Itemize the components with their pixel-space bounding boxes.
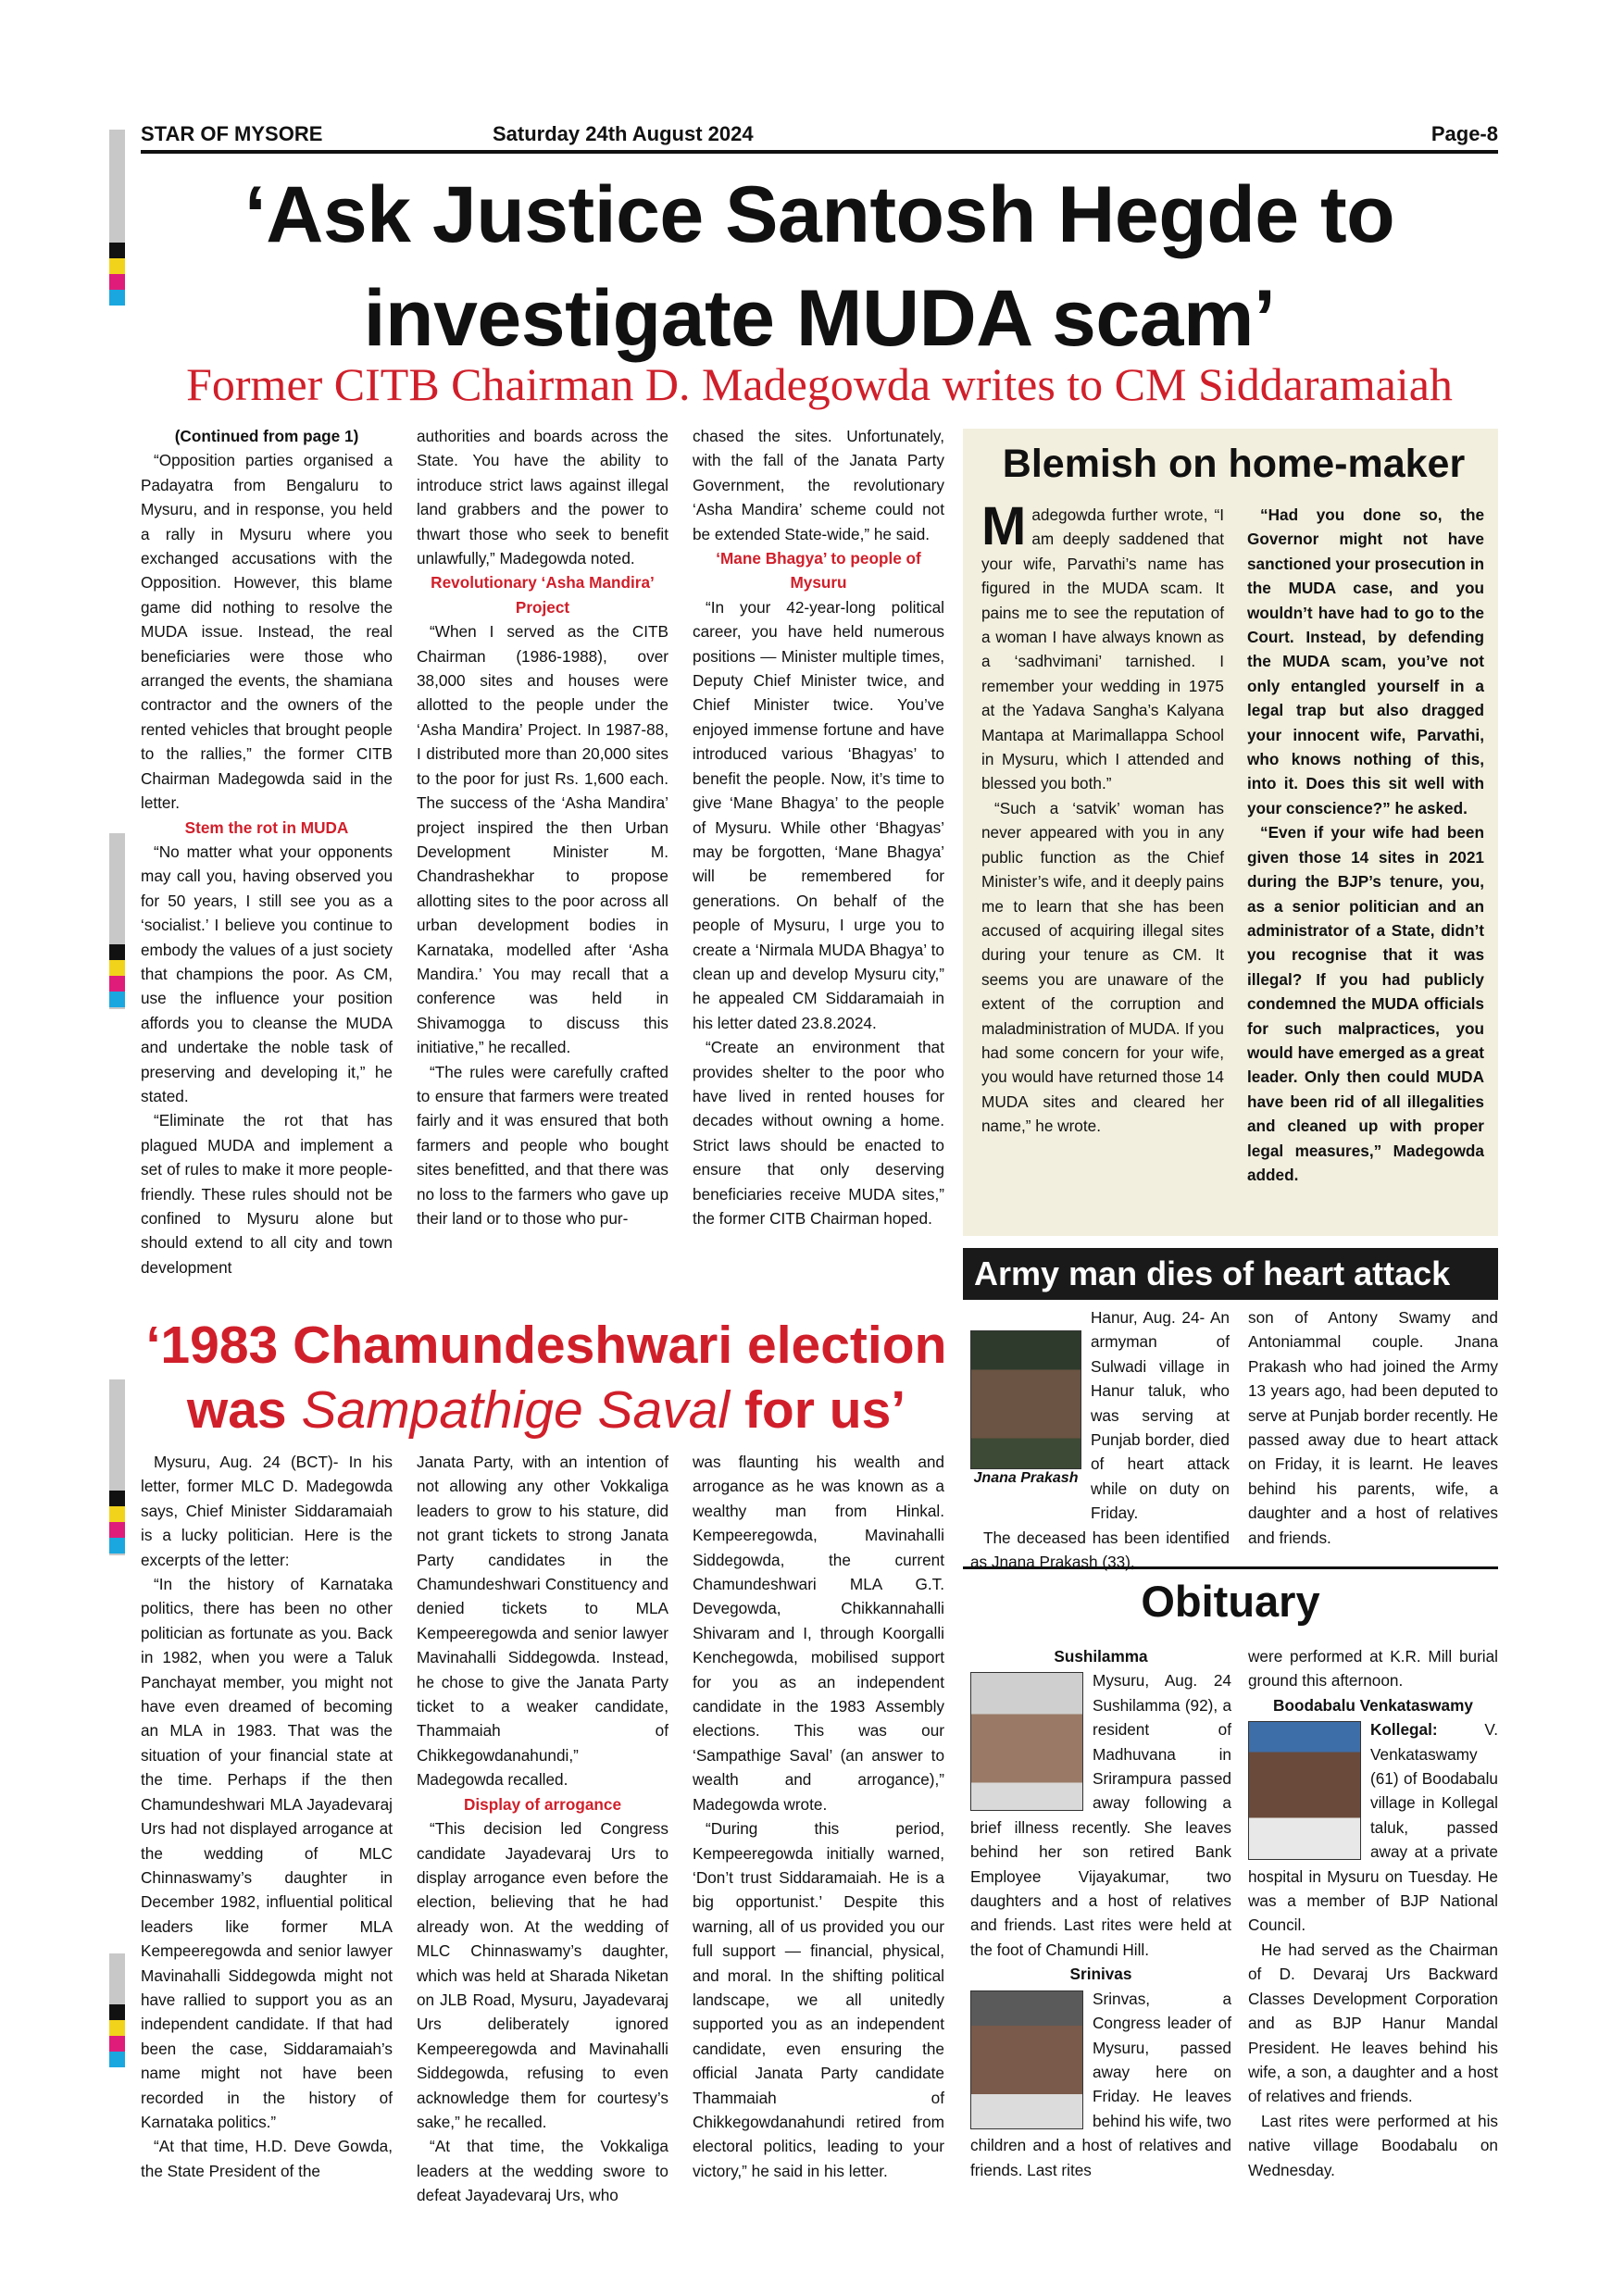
lead-column-3: chased the sites. Unfortunately, with the fall of the Janata Party Government, the revolutionary ‘Asha Mandira’ scheme could not be extended State-wide,” he said. ‘Mane Bhagya’ to people of Mysuru “In your 42-year-long political career, you have held numerous positions — Minister multiple times, Deputy Chief Minister twice, and Chief Minister twice. You’ve enjoyed immense fortune and have introduced various ‘Bhagyas’ to benefit the people. Now, it’s time to give ‘Mane Bhagya’ to the people of Mysuru. While other ‘Bhagyas’ may be forgotten, ‘Mane Bhagya’ will be remembered for generations. On behalf of the people of Mysuru, I urge you to create a ‘Nirmala MUDA Bhagya’ to clean up and develop Mysuru city,” he appealed CM Siddaramaiah in his letter dated 23.8.2024. “Create an environment that provides shelter to the poor who have lived in rented houses for decades without owning a home. Strict laws should be enacted to ensure that only deserving beneficiaries receive MUDA sites,” the former CITB Chairman hoped.: [693, 427, 944, 1228]
paper-name: STAR OF MYSORE: [141, 122, 323, 145]
photo-srinivas: [970, 1990, 1083, 2129]
obit-name-srinivas: Srinivas: [1069, 1965, 1132, 1984]
obit-name-sushilamma: Sushilamma: [1054, 1647, 1148, 1666]
army-title: Army man dies of heart attack: [974, 1254, 1451, 1292]
obituary-title: Obituary: [1141, 1577, 1320, 1626]
page-number: Page-8: [1430, 122, 1498, 145]
cmyk-marks-low: [109, 1491, 125, 1554]
obit-name-venkataswamy: Boodabalu Venkataswamy: [1273, 1695, 1473, 1715]
blemish-title: Blemish on home-maker: [1002, 442, 1466, 486]
blemish-column-1: M adegowda further wrote, “I am deeply saddened that your wife, Parvathi’s name has figured in the MUDA scam. It pains me to see the reputation of a woman I have always known as a ‘sadhvimani’ tarnished. I remember your wedding in 1975 at the Yadava Sangha’s Kalyana Mantapa at Marimallappa School in Mysuru, which I attended and blessed you both.” “Such a ‘satvik’ woman has never appeared with you in any public function as the Chief Minister’s wife, and it deeply pains me to learn that she has been accused of acquiring illegal sites during your tenure as CM. It seems you are unaware of the extent of the corruption and maladministration of MUDA. If you had some concern for your wife, you would have returned those 14 MUDA sites and cleared her name,” he wrote.: [981, 496, 1224, 1136]
election-column-3: was flaunting his wealth and arrogance as he was known as a wealthy man from Hinkal. Kempeeregowda, Mavinahalli Siddegowda, the current Chamundeshwari MLA G.T. Devegowda, Chikkannahalli Shivaram and I, through Koorgalli Kenchegowda, mobilised support for you as an independent candidate in the 1983 Assembly elections. This was our ‘Sampathige Saval’ (an answer to wealth and arrogance),” Madegowda wrote. “During this period, Kempeeregowda initially warned, ‘Don’t trust Siddaramaiah. He is a big opportunist.’ Despite this warning, all of us provided you our full support — financial, physical, and moral. In the shifting political landscape, we all unitedly supported you as an independent candidate, even ensuring the official Janata Party candidate Thammaiah of Chikkegowdanahundi retired from electoral politics, leading to your victory,” he said in his letter.: [693, 1453, 944, 2180]
election-column-1: Mysuru, Aug. 24 (BCT)- In his letter, former MLC D. Madegowda says, Chief Minister Siddaramaiah is a lucky politician. Here is the excerpts of the letter: “In the history of Karnataka politics, there has been no other politician as fortunate as you. Back in 1982, when you were a Taluk Panchayat member, you might not have even dreamed of becoming an MLA in 1983. That was the situation of your financial state at the time. Perhaps if the then Chamundeshwari MLA Jayadevaraj Urs had not displayed arrogance at the wedding of MLC Chinnaswamy’s daughter in December 1982, influential political leaders like former MLA Kempeeregowda and senior lawyer Mavinahalli Siddegowda might not have rallied to support you as an independent candidate. If that had been the case, Siddaramaiah’s name might not have been recorded in the history of Karnataka politics.” “At that time, H.D. Deve Gowda, the State President of the: [141, 1453, 393, 2180]
army-column-2: son of Antony Swamy and Antoniammal couple. Jnana Prakash who had joined the Army 13 years ago, had been deputed to serve at Punjab border recently. He passed away due to heart attack on Friday, it is learnt. He leaves behind his parents, wife, a daughter and a host of relatives and friends.: [1248, 1308, 1498, 1547]
photo-venkataswamy: [1248, 1721, 1361, 1860]
blemish-column-2: “Had you done so, the Governor might not have sanctioned your prosecution in the MUDA case, and you wouldn’t have had to go to the Court. Instead, by defending the MUDA scam, you’ve not only entangled yourself in a legal trap but also dragged your innocent wife, Parvathi, who knows nothing of this, into it. Does this sit well with your conscience?” he asked. “Even if your wife had been given those 14 sites in 2021 during the BJP’s tenure, you, as a senior politician and an administrator of a State, didn’t you recognise that it was illegal? If you had publicly condemned the MUDA officials for such malpractices, you would have emerged as a great leader. Only then could MUDA have been rid of all illegalities and cleaned up with proper legal measures,” Madegowda added.: [1247, 505, 1484, 1184]
cmyk-marks-bottom: [109, 2004, 125, 2067]
lead-column-1: (Continued from page 1) “Opposition parties organised a Padayatra from Bengaluru to Mysuru, and in response, you held a rally in Mysuru where you exchanged accusations with the Opposition. However, this blame game did nothing to resolve the MUDA issue. Instead, the real beneficiaries were those who arranged the events, the shamiana contractor and the owners of the rented vehicles that brought people to the rallies,” the former CITB Chairman Madegowda said in the letter. Stem the rot in MUDA “No matter what your opponents may call you, having observed you for 50 years, I still see you as a ‘socialist.’ I believe you continue to embody the values of a just society that champions the poor. As CM, use the influence your position affords you to cleanse the MUDA and undertake the noble task of preserving and developing it,” he stated. “Eliminate the rot that has plagued MUDA and implement a set of rules to make it more people-friendly. These rules should not be confined to Mysuru alone but should extend to all city and town development: [141, 427, 393, 1277]
subhead-display-of-arrogance: Display of arrogance: [463, 1794, 622, 1814]
photo-sushilamma: [970, 1672, 1083, 1811]
army-column-1: Hanur, Aug. 24- An armyman of Sulwadi village in Hanur taluk, who was serving at Punjab border, died of heart attack while on duty on Friday. The deceased has been identified as Jnana Prakash (33),: [970, 1308, 1230, 1572]
cmyk-marks-mid: [109, 944, 125, 1007]
obituary-column-1: Sushilamma Mysuru, Aug. 24 Sushilamma (92), a resident of Madhuvana in Srirampura passed away following a brief illness recently. She leaves behind her son retired Bank Employee Vijayakumar, two daughters and a host of relatives and friends. Last rites were held at the foot of Chamundi Hill. Srinivas Srinvas, a Congress leader of Mysuru, passed away here on Friday. He leaves behind his wife, two children and a host of relatives and friends. Last rites: [970, 1644, 1231, 2182]
dropcap: M: [981, 496, 1027, 556]
lead-subhead: Former CITB Chairman D. Madegowda writes to CM Siddaramaiah: [186, 358, 1453, 410]
obituary-column-2: were performed at K.R. Mill burial ground this afternoon. Boodabalu Venkataswamy Kollegal: V. Venkataswamy (61) of Boodabalu village in Kollegal taluk, passed away at a private hospital in Mysuru on Tuesday. He was a member of BJP National Council. He had served as the Chairman of D. Devaraj Urs Backward Classes Development Corporation and as BJP Hanur Mandal President. He leaves behind his wife, a son, a daughter and a host of relatives and friends. Last rites were performed at his native village Boodabalu on Wednesday.: [1248, 1647, 1498, 2179]
subhead-mane-bhagya: ‘Mane Bhagya’ to people of Mysuru: [716, 549, 921, 593]
army-photo-caption: Jnana Prakash: [973, 1470, 1079, 1486]
cmyk-marks-top: [109, 243, 125, 306]
army-title-bar: [963, 1248, 1498, 1300]
election-headline: ‘1983 Chamundeshwari election was Sampathige Saval for us’: [145, 1316, 947, 1440]
subhead-asha-mandira: Revolutionary ‘Asha Mandira’ Project: [431, 573, 655, 617]
lead-column-2: authorities and boards across the State. You have the ability to introduce strict laws against illegal land grabbers and the power to thwart those who seek to benefit unlawfully,” Madegowda noted. Revolutionary ‘Asha Mandira’ Project “When I served as the CITB Chairman (1986-1988), over 38,000 sites and houses were allotted to the people under the ‘Asha Mandira’ Project. In 1987-88, I distributed more than 20,000 sites to the poor for just Rs. 1,600 each. The success of the ‘Asha Mandira’ project inspired the then Urban Development Minister M. Chandrashekhar to propose allotting sites to the poor across all urban development bodies in Karnataka, modelled after ‘Asha Mandira.’ You may recall that a conference was held in Shivamogga to discuss this initiative,” he recalled. “The rules were carefully crafted to ensure that farmers were treated fairly and it was ensured that both farmers and people who bought sites benefitted, and that there was no loss to the farmers who gave up their land or to those who pur-: [417, 427, 668, 1228]
subhead-stem-the-rot: Stem the rot in MUDA: [184, 817, 349, 837]
blemish-box: [963, 429, 1498, 1236]
issue-date: Saturday 24th August 2024: [493, 122, 754, 145]
lead-headline: ‘Ask Justice Santosh Hegde to investigate MUDA scam’: [244, 170, 1395, 363]
election-column-2: Janata Party, with an intention of not allowing any other Vokkaliga leaders to grow to his stature, did not grant tickets to strong Janata Party candidates in the Chamundeshwari Constituency and denied tickets to MLA Kempeeregowda and senior lawyer Mavinahalli Siddegowda. Instead, he chose to give the Janata Party ticket to a weaker candidate, Thammaiah of Chikkegowdanahundi,” Madegowda recalled. Display of arrogance “This decision led Congress candidate Jayadevaraj Urs to display arrogance even before the election, believing that he had already won. At the wedding of MLC Chinnaswamy’s daughter, which was held at Sharada Niketan on JLB Road, Mysuru, Jayadevaraj Urs deliberately ignored Kempeeregowda and Mavinahalli Siddegowda, refusing to even acknowledge them for courtesy’s sake,” he recalled. “At that time, the Vokkaliga leaders at the wedding swore to defeat Jayadevaraj Urs, who: [417, 1453, 668, 2205]
page-header: [141, 120, 1498, 154]
obituary-rule: [963, 1566, 1498, 1569]
